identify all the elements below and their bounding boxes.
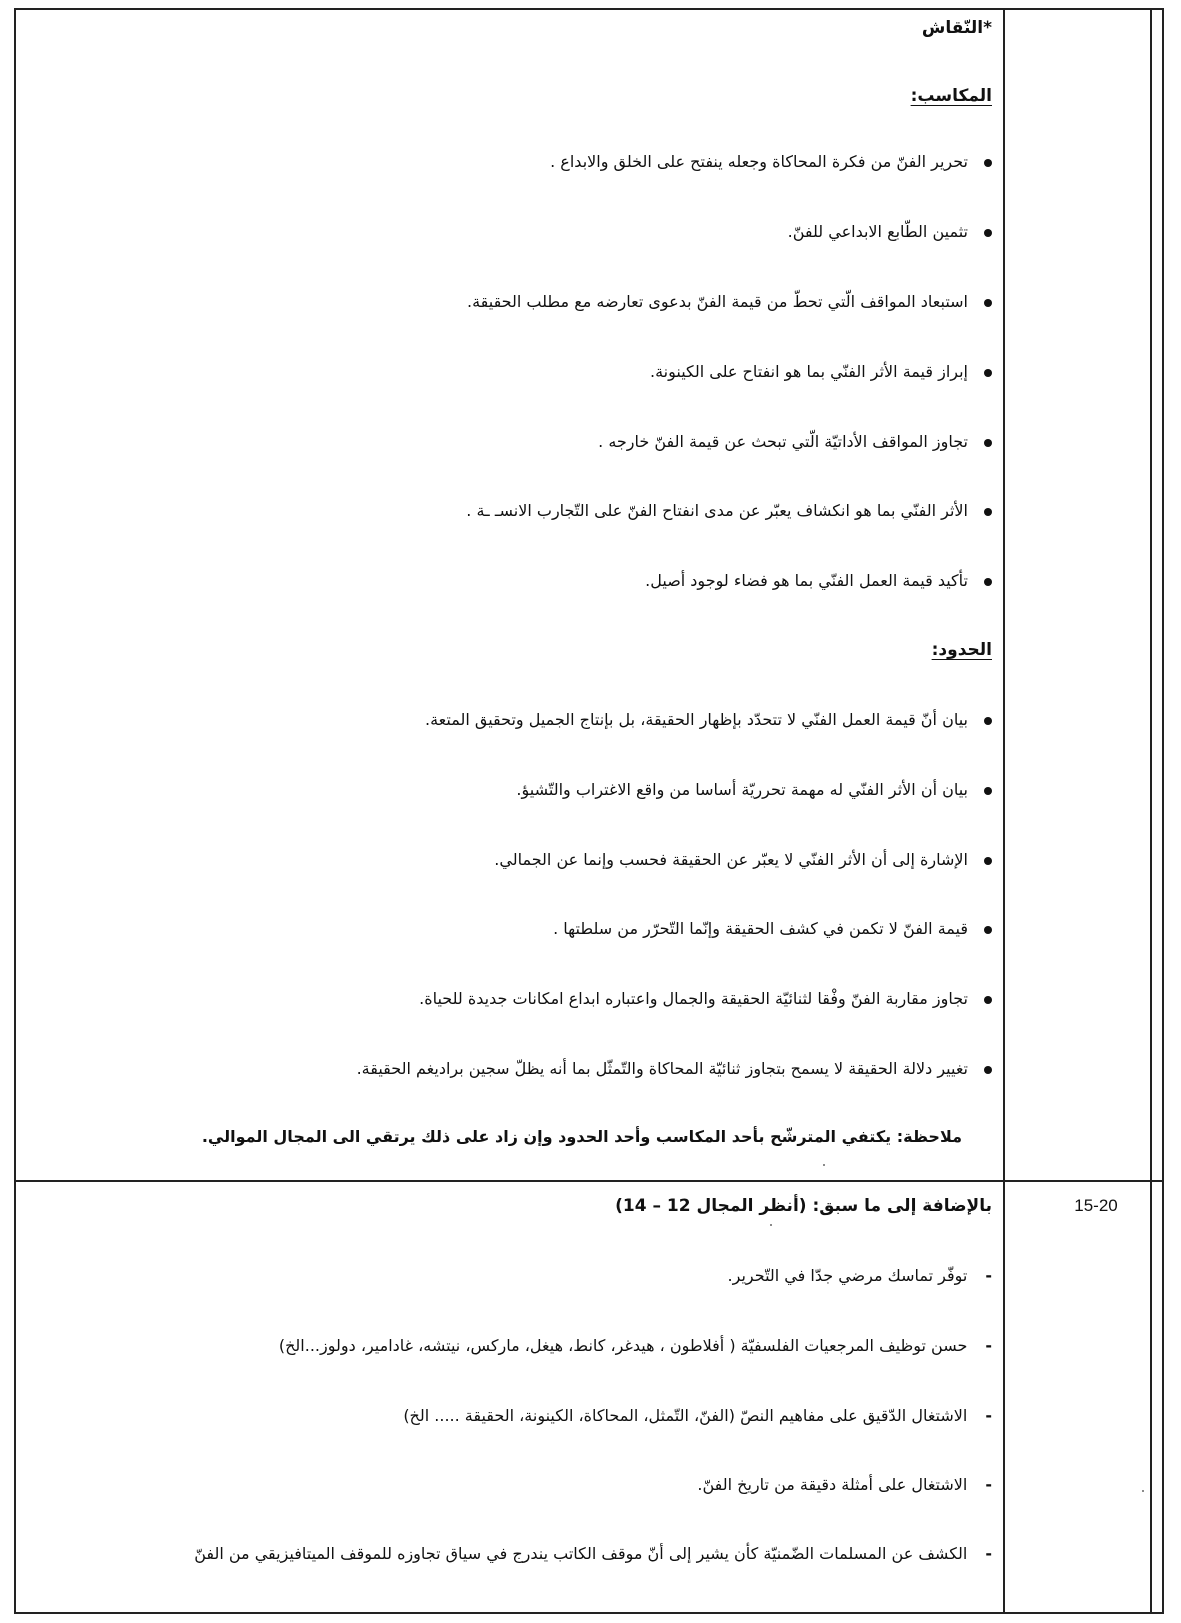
limits-heading: الحدود: <box>931 640 992 660</box>
additional-criteria-cell <box>30 1182 992 1612</box>
scan-speck <box>823 1164 825 1166</box>
bullet-icon <box>984 787 992 795</box>
bullet-icon <box>984 717 992 725</box>
criteria-item: -توفّر تماسك مرضي جدّا في التّحرير. <box>727 1266 992 1285</box>
bullet-icon <box>984 369 992 377</box>
limit-item: بيان أنّ قيمة العمل الفنّي لا تتحدّد بإظهار الحقيقة، بل بإنتاج الجميل وتحقيق المتعة. <box>425 710 992 729</box>
score-range: 15-20 <box>1074 1196 1118 1215</box>
criteria-item: -الاشتغال على أمثلة دقيقة من تاريخ الفنّ. <box>697 1475 992 1494</box>
dash-icon: - <box>985 1544 992 1563</box>
scan-speck <box>1142 1490 1144 1492</box>
bullet-icon <box>984 857 992 865</box>
limit-item: تجاوز مقاربة الفنّ وفْقا لثنائيّة الحقيقة والجمال واعتباره ابداع امكانات جديدة للحياة. <box>419 989 992 1008</box>
bullet-icon <box>984 299 992 307</box>
bullet-icon <box>984 996 992 1004</box>
criteria-item: -الاشتغال الدّقيق على مفاهيم النصّ (الفنّ، التّمثل، المحاكاة، الكينونة، الحقيقة ..... الخ) <box>403 1406 992 1425</box>
bullet-icon <box>984 578 992 586</box>
column-divider-text <box>1003 8 1005 1614</box>
limit-item: الإشارة إلى أن الأثر الفنّي لا يعبّر عن الحقيقة فحسب وإنما عن الجمالي. <box>494 850 992 869</box>
gain-item: إبراز قيمة الأثر الفنّي بما هو انفتاح على الكينونة. <box>650 362 992 381</box>
bullet-icon <box>984 229 992 237</box>
bullet-icon <box>984 508 992 516</box>
dash-icon: - <box>985 1336 992 1355</box>
bullet-icon <box>984 159 992 167</box>
dash-icon: - <box>985 1406 992 1425</box>
gain-item: تثمين الطّابع الابداعي للفنّ. <box>788 222 992 241</box>
bullet-icon <box>984 439 992 447</box>
gain-item: تجاوز المواقف الأداتيّة الّتي تبحث عن قيمة الفنّ خارجه . <box>598 432 992 451</box>
gain-item: الأثر الفنّي بما هو انكشاف يعبّر عن مدى انفتاح الفنّ على التّجارب الانسـ ـة . <box>466 501 992 520</box>
criteria-heading: بالإضافة إلى ما سبق: (أنظر المجال 12 – 14) <box>615 1196 992 1216</box>
gain-item: تأكيد قيمة العمل الفنّي بما هو فضاء لوجود أصيل. <box>645 571 992 590</box>
gain-item: تحرير الفنّ من فكرة المحاكاة وجعله ينفتح على الخلق والابداع . <box>550 152 992 171</box>
dash-icon: - <box>985 1475 992 1494</box>
gains-heading: المكاسب: <box>910 86 992 106</box>
bullet-icon <box>984 926 992 934</box>
bullet-icon <box>984 1066 992 1074</box>
limit-item: بيان أن الأثر الفنّي له مهمة تحرريّة أساسا من واقع الاغتراب والتّشيؤ. <box>516 780 992 799</box>
dash-icon: - <box>985 1266 992 1285</box>
criteria-item: -الكشف عن المسلمات الضّمنيّة كأن يشير إلى أنّ موقف الكاتب يندرج في سياق تجاوزه للموقف الميتافيزيقي من الفنّ <box>194 1544 992 1563</box>
criteria-item: -حسن توظيف المرجعيات الفلسفيّة ( أفلاطون ، هيدغر، كانط، هيغل، ماركس، نيتشه، غادامير، دولوز...الخ) <box>278 1336 992 1355</box>
column-divider-right <box>1150 8 1152 1614</box>
discussion-cell <box>30 0 992 1180</box>
limit-item: تغيير دلالة الحقيقة لا يسمح بتجاوز ثنائيّة المحاكاة والتّمثّل بما أنه يظلّ سجين براديغم الحقيقة. <box>357 1059 992 1078</box>
candidate-note: ملاحظة: يكتفي المترشّح بأحد المكاسب وأحد الحدود وإن زاد على ذلك يرتقي الى المجال الموالي. <box>201 1127 962 1146</box>
section-title: *النّقاش <box>921 18 992 38</box>
limit-item: قيمة الفنّ لا تكمن في كشف الحقيقة وإنّما التّحرّر من سلطتها . <box>553 919 992 938</box>
scan-speck <box>770 1224 772 1226</box>
gain-item: استبعاد المواقف الّتي تحطّ من قيمة الفنّ بدعوى تعارضه مع مطلب الحقيقة. <box>467 292 992 311</box>
